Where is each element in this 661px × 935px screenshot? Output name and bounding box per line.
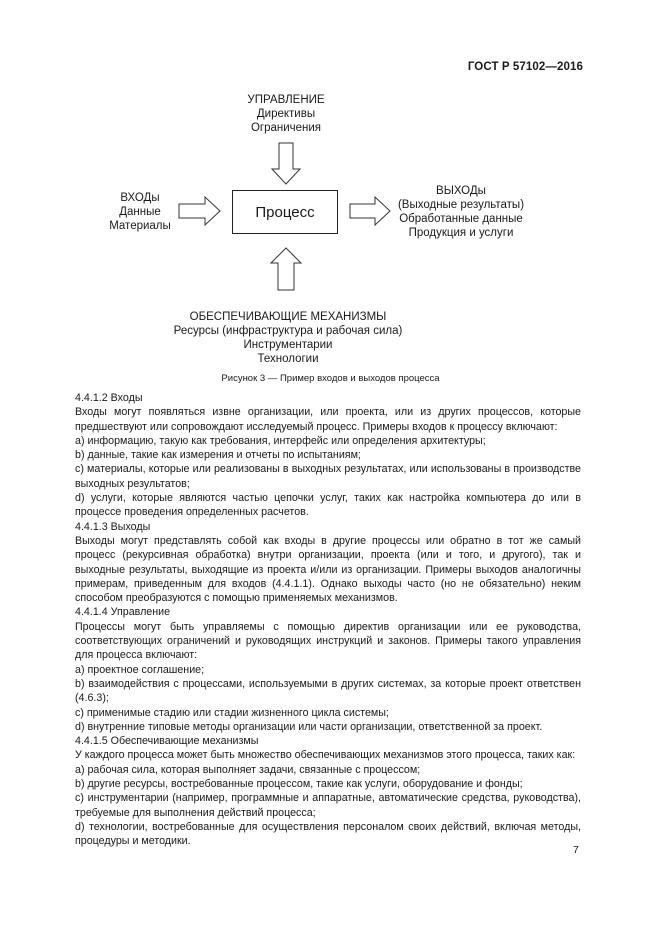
control-item: Ограничения <box>250 122 322 134</box>
control-title: УПРАВЛЕНИЕ <box>247 94 325 106</box>
inputs-item: Данные <box>119 206 161 218</box>
section-heading: 4.4.1.2 Входы <box>75 392 143 404</box>
body-text <box>75 391 581 849</box>
paragraph: Процессы могут быть управляемы с помощью директив организации или ее руководства, соответствующих ограничений и руководящих инструкций и законов. Примеры такого управления для процесса включают: <box>75 620 581 662</box>
control-item: Директивы <box>256 108 316 120</box>
list-item: c) материалы, которые или реализованы в выходных результатах, или использованы в производстве выходных результатов; <box>75 463 581 490</box>
list-item: d) внутренние типовые методы организации или части организации, ответственной за проект. <box>75 720 543 733</box>
list-item: a) проектное соглашение; <box>75 663 205 676</box>
inputs-title: ВХОДы <box>120 192 160 204</box>
list-item: d) технологии, востребованные для осуществления персоналом своих действий, включая методы, процедуры и методики. <box>75 820 581 848</box>
mechanisms-label <box>170 310 406 366</box>
outputs-title: ВЫХОДы <box>436 185 486 197</box>
mechanisms-item: Ресурсы (инфраструктура и рабочая сила) <box>173 325 403 337</box>
list-item: d) услуги, которые являются частью цепочки услуг, таких как настройка компьютера до или в процессе проведения определенных расчетов. <box>75 492 581 519</box>
process-box <box>232 190 338 234</box>
process-diagram <box>0 0 661 380</box>
process-label: Процесс <box>255 203 315 221</box>
control-label <box>236 93 336 135</box>
output-arrow <box>350 197 390 225</box>
paragraph: У каждого процесса может быть множество обеспечивающих механизмов этого процесса, таких как: <box>75 749 576 762</box>
outputs-item: Продукция и услуги <box>408 227 514 239</box>
inputs-item: Материалы <box>109 220 171 232</box>
list-item: b) другие ресурсы, востребованные процессом, такие как услуги, оборудование и фонды; <box>75 778 523 791</box>
paragraph: Выходы могут представлять собой как входы в другие процессы или обратно в тот же самый процесс (рекурсивная обработка) внутри организации, проекта (или и того, и другого), так и выходные результаты, выходящие из проекта и/или из организации. Примеры выходов аналогичны примерам, приведенным для входов (4.4.1.1). Однако выходы часто (но не обязательно) неким способом преобразуются с помощью применяемых механизмов. <box>75 534 581 605</box>
outputs-label <box>390 184 532 240</box>
list-item: b) данные, такие как измерения и отчеты по испытаниям; <box>75 449 361 462</box>
mechanisms-item: Технологии <box>257 353 319 365</box>
outputs-item: (Выходные результаты) <box>397 199 525 211</box>
page-number: 7 <box>573 844 579 856</box>
list-item: c) применимые стадию или стадии жизненного цикла системы; <box>75 706 389 719</box>
list-item: c) инструментарии (например, программные и аппаратные, автоматические средства, руководства), требуемые для выполнения действий процесса; <box>75 792 581 819</box>
document-code: ГОСТ Р 57102—2016 <box>467 61 583 73</box>
input-arrow <box>179 197 220 225</box>
list-item: b) взаимодействия с процессами, используемыми в других системах, за которые проект ответствен (4.6.3); <box>75 677 581 705</box>
section-heading: 4.4.1.5 Обеспечивающие механизмы <box>75 735 259 748</box>
list-item: a) информацию, такую как требования, интерфейс или определения архитектуры; <box>75 434 486 447</box>
mechanisms-title: ОБЕСПЕЧИВАЮЩИЕ МЕХАНИЗМЫ <box>189 311 387 323</box>
paragraph: Входы могут появляться извне организации, или проекта, или из других процессов, которые предшествуют или сопровождают исследуемый процесс. Примеры входов к процессу включают: <box>75 406 581 433</box>
control-arrow <box>272 143 300 184</box>
section-heading: 4.4.1.3 Выходы <box>75 520 151 533</box>
list-item: a) рабочая сила, которая выполняет задачи, связанные с процессом; <box>75 763 421 776</box>
inputs-label <box>100 191 180 233</box>
mechanisms-item: Инструментарии <box>243 339 333 351</box>
section-heading: 4.4.1.4 Управление <box>75 606 171 619</box>
outputs-item: Обработанные данные <box>399 213 523 225</box>
mechanisms-arrow <box>271 248 301 290</box>
figure-caption: Рисунок 3 — Пример входов и выходов процесса <box>221 373 440 384</box>
